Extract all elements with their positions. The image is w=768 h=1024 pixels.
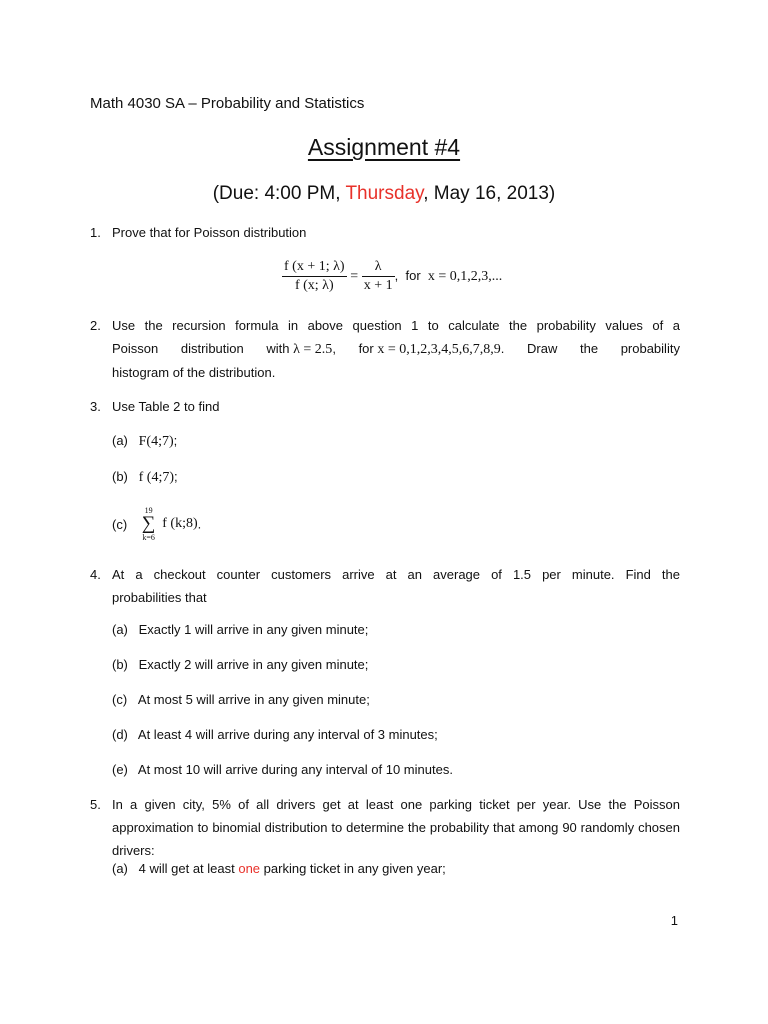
item-text: At most 5 will arrive in any given minute; [137,692,370,707]
word: distribution [180,341,244,356]
item-math: f (4;7) [138,470,175,485]
item-end: ; [174,469,178,484]
word: Poisson [112,341,159,356]
item-label: (d) [112,727,128,742]
question-3b [112,469,178,486]
page-number: 1 [670,913,678,928]
item-end: . [197,516,202,532]
item-text [139,861,446,876]
item-text: At least 4 will arrive during any interval of 3 minutes; [137,727,438,742]
question-text: Prove that for Poisson distribution [112,225,307,240]
due-day: Thursday [345,183,424,204]
question-text-line-1: Use the recursion formula in above question 1 to calculate the probability values of a [112,318,680,333]
word: probability [620,341,680,356]
word: for [358,341,374,356]
denominator: x + 1 [363,278,393,293]
item-label: (e) [112,762,128,777]
item-text-pre: 4 will get at least [138,861,239,876]
item-end: ; [173,433,178,448]
question-5a [112,861,446,876]
upper-limit: 19 [144,506,153,515]
item-text: Exactly 2 will arrive in any given minute; [138,657,369,672]
item-math: f (k;8) [162,516,198,531]
item-math: F(4;7) [138,434,174,449]
question-number: 5. [90,797,101,812]
question-number: 3. [90,399,101,414]
x-values: x = 0,1,2,3,4,5,6,7,8,9 [377,342,501,357]
left-fraction [282,258,347,295]
question-text: Use Table 2 to find [112,399,220,414]
question-text-line-1: At a checkout counter customers arrive at an average of 1.5 per minute. Find the [112,567,680,582]
question-3a [112,433,177,450]
item-text-highlight: one [238,861,261,876]
word: with [266,341,290,356]
item-text: Exactly 1 will arrive in any given minute; [138,622,369,637]
question-4b [112,657,368,672]
question-text-line-2: probabilities that [112,590,207,605]
item-label: (a) [112,433,128,448]
question-4e [112,762,453,777]
for-word: for [405,267,421,283]
word: Draw [527,341,558,356]
due-prefix: (Due: 4:00 PM, [212,183,346,204]
due-suffix: , May 16, 2013) [423,183,556,204]
right-fraction [362,258,395,295]
question-number: 2. [90,318,101,333]
question-4a [112,622,368,637]
item-text: At most 10 will arrive during any interval of 10 minutes. [137,762,453,777]
word: the [579,341,599,356]
separator: , [394,267,399,283]
period: . [500,341,505,356]
question-3 [90,395,680,418]
item-label: (c) [112,516,128,532]
numerator: λ [362,258,395,277]
item-label: (a) [112,622,128,637]
item-label: (b) [112,657,128,672]
question-text-line-3: histogram of the distribution. [112,365,276,380]
question-5 [90,793,680,862]
comma: , [332,341,336,356]
item-text-post: parking ticket in any given year; [260,861,446,876]
numerator: f (x + 1; λ) [282,258,347,277]
question-text-line-2 [112,337,680,361]
item-label: (a) [112,861,128,876]
question-number: 1. [90,225,101,240]
assignment-title: Assignment #4 [307,134,461,160]
question-3c [112,506,201,542]
course-title: Math 4030 SA – Probability and Statistics [90,95,365,112]
question-4c [112,692,370,707]
question-text: In a given city, 5% of all drivers get at least one parking ticket per year. Use the Poisson approximation to binomial distribution to determine the probability that among 90 randomly chosen drivers: [112,797,680,858]
question-number: 4. [90,567,101,582]
item-label: (c) [112,692,128,707]
lower-limit: k=6 [142,533,155,542]
summation-symbol [139,506,159,542]
item-label: (b) [112,469,128,484]
question-4d [112,727,438,742]
due-date [0,183,768,205]
question-2 [90,314,680,384]
x-range: x = 0,1,2,3,... [427,268,503,284]
question-4 [90,563,680,609]
lambda-group [266,337,336,361]
denominator: f (x; λ) [294,278,334,293]
lambda-value: λ = 2.5 [293,342,333,357]
equals-sign: = [350,268,359,284]
poisson-recursion-formula [282,258,502,295]
x-group [359,337,505,361]
sigma-icon: ∑ [141,513,156,534]
question-1 [90,221,680,244]
